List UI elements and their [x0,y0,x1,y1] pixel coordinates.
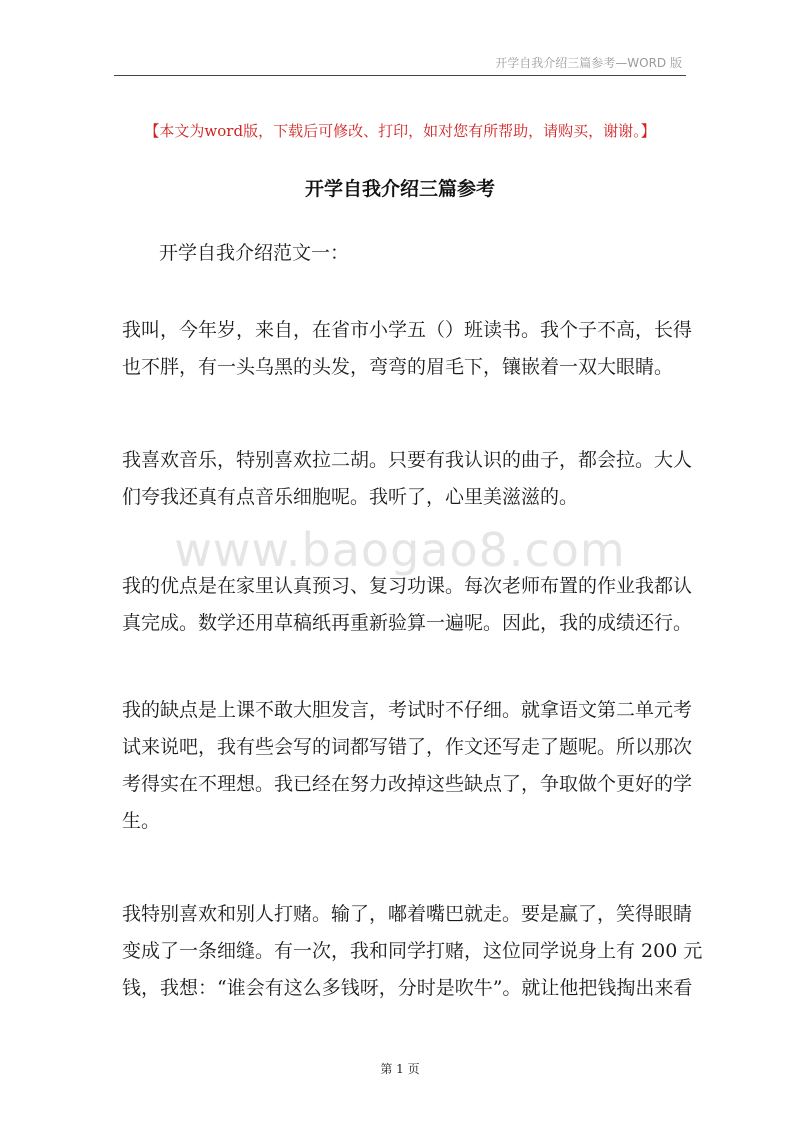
paragraph-1 [122,312,693,386]
paragraph-4 [122,692,693,840]
paragraph-line: 我的缺点是上课不敢大胆发言，考试时不仔细。就拿语文第二单元考 [122,699,693,721]
paragraph-line: 真完成。数学还用草稿纸再重新验算一遍呢。因此，我的成绩还行。 [122,612,693,634]
paragraph-line: 我特别喜欢和别人打赌。输了，嘟着嘴巴就走。要是赢了，笑得眼睛 [122,903,693,925]
paragraph-line: 生。 [122,810,161,832]
document-title: 开学自我介绍三篇参考 [304,178,495,200]
paragraph-line: 们夸我还真有点音乐细胞呢。我听了，心里美滋滋的。 [122,486,579,508]
section-subtitle: 开学自我介绍范文一： [159,242,350,264]
paragraph-3 [122,568,693,642]
running-header: 开学自我介绍三篇参考—WORD 版 [495,56,682,70]
paragraph-line: 变成了一条细缝。有一次，我和同学打赌，这位同学说身上有 200 元 [122,940,703,962]
page-number: 第 1 页 [380,1062,420,1076]
header-rule [114,75,686,76]
purchase-notice: 【本文为word版，下载后可修改、打印，如对您有所帮助，请购买，谢谢。】 [144,122,656,140]
watermark: www.baogao8.com [174,523,626,577]
paragraph-line: 我叫，今年岁，来自，在省市小学五（）班读书。我个子不高，长得 [122,319,693,341]
paragraph-line: 我的优点是在家里认真预习、复习功课。每次老师布置的作业我都认 [122,575,693,597]
paragraph-2 [122,442,693,516]
paragraph-line: 我喜欢音乐，特别喜欢拉二胡。只要有我认识的曲子，都会拉。大人 [122,449,693,471]
paragraph-line: 试来说吧，我有些会写的词都写错了，作文还写走了题呢。所以那次 [122,736,693,758]
paragraph-5 [122,896,703,1007]
paragraph-line: 考得实在不理想。我已经在努力改掉这些缺点了，争取做个更好的学 [122,773,693,795]
paragraph-line: 也不胖，有一头乌黑的头发，弯弯的眉毛下，镶嵌着一双大眼睛。 [122,356,674,378]
paragraph-line: 钱，我想：“谁会有这么多钱呀，分时是吹牛”。就让他把钱掏出来看 [122,977,693,999]
